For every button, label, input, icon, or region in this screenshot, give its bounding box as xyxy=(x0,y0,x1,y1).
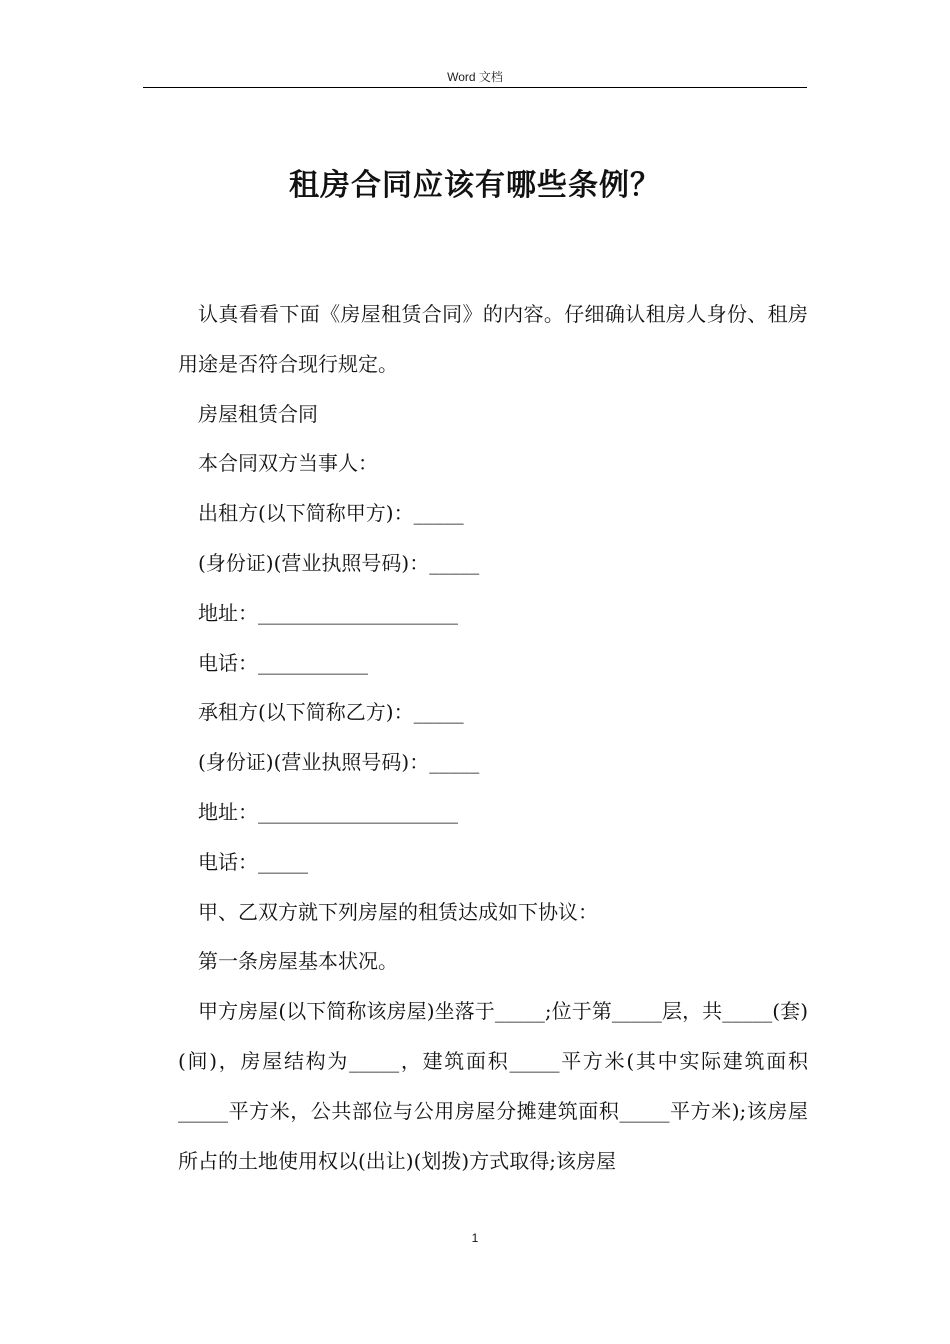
header-divider xyxy=(143,87,807,88)
lessee-address-line: 地址：____________________ xyxy=(198,799,458,824)
article-one-heading: 第一条房屋基本状况。 xyxy=(198,949,398,974)
lessor-id-line: (身份证)(营业执照号码)：_____ xyxy=(198,550,480,575)
page-header: Word 文档 xyxy=(447,70,503,84)
document-title: 租房合同应该有哪些条例？ xyxy=(289,168,661,203)
parties-heading: 本合同双方当事人： xyxy=(198,451,378,476)
document-body xyxy=(178,290,808,1186)
contract-heading: 房屋租赁合同 xyxy=(198,401,318,426)
lessor-phone-line: 电话：___________ xyxy=(198,650,368,675)
lessee-phone-line: 电话：_____ xyxy=(198,849,308,874)
lessor-name-line: 出租方(以下简称甲方)：_____ xyxy=(198,501,464,526)
lessee-name-line: 承租方(以下简称乙方)：_____ xyxy=(198,700,464,725)
intro-paragraph: 认真看看下面《房屋租赁合同》的内容。仔细确认租房人身份、租房用途是否符合现行规定。 xyxy=(178,302,808,376)
lessor-address-line: 地址：____________________ xyxy=(198,600,458,625)
article-one-body: 甲方房屋(以下简称该房屋)坐落于_____;位于第_____层，共_____(套)(间)，房屋结构为_____，建筑面积_____平方米(其中实际建筑面积_____平方米，公共部位与公用房屋分摊建筑面积_____平方米);该房屋所占的土地使用权以(出让)(划拨)方式取得;该房屋 xyxy=(178,999,808,1173)
agreement-statement: 甲、乙双方就下列房屋的租赁达成如下协议： xyxy=(198,899,598,924)
page-number: 1 xyxy=(471,1231,479,1245)
lessee-id-line: (身份证)(营业执照号码)：_____ xyxy=(198,750,480,775)
